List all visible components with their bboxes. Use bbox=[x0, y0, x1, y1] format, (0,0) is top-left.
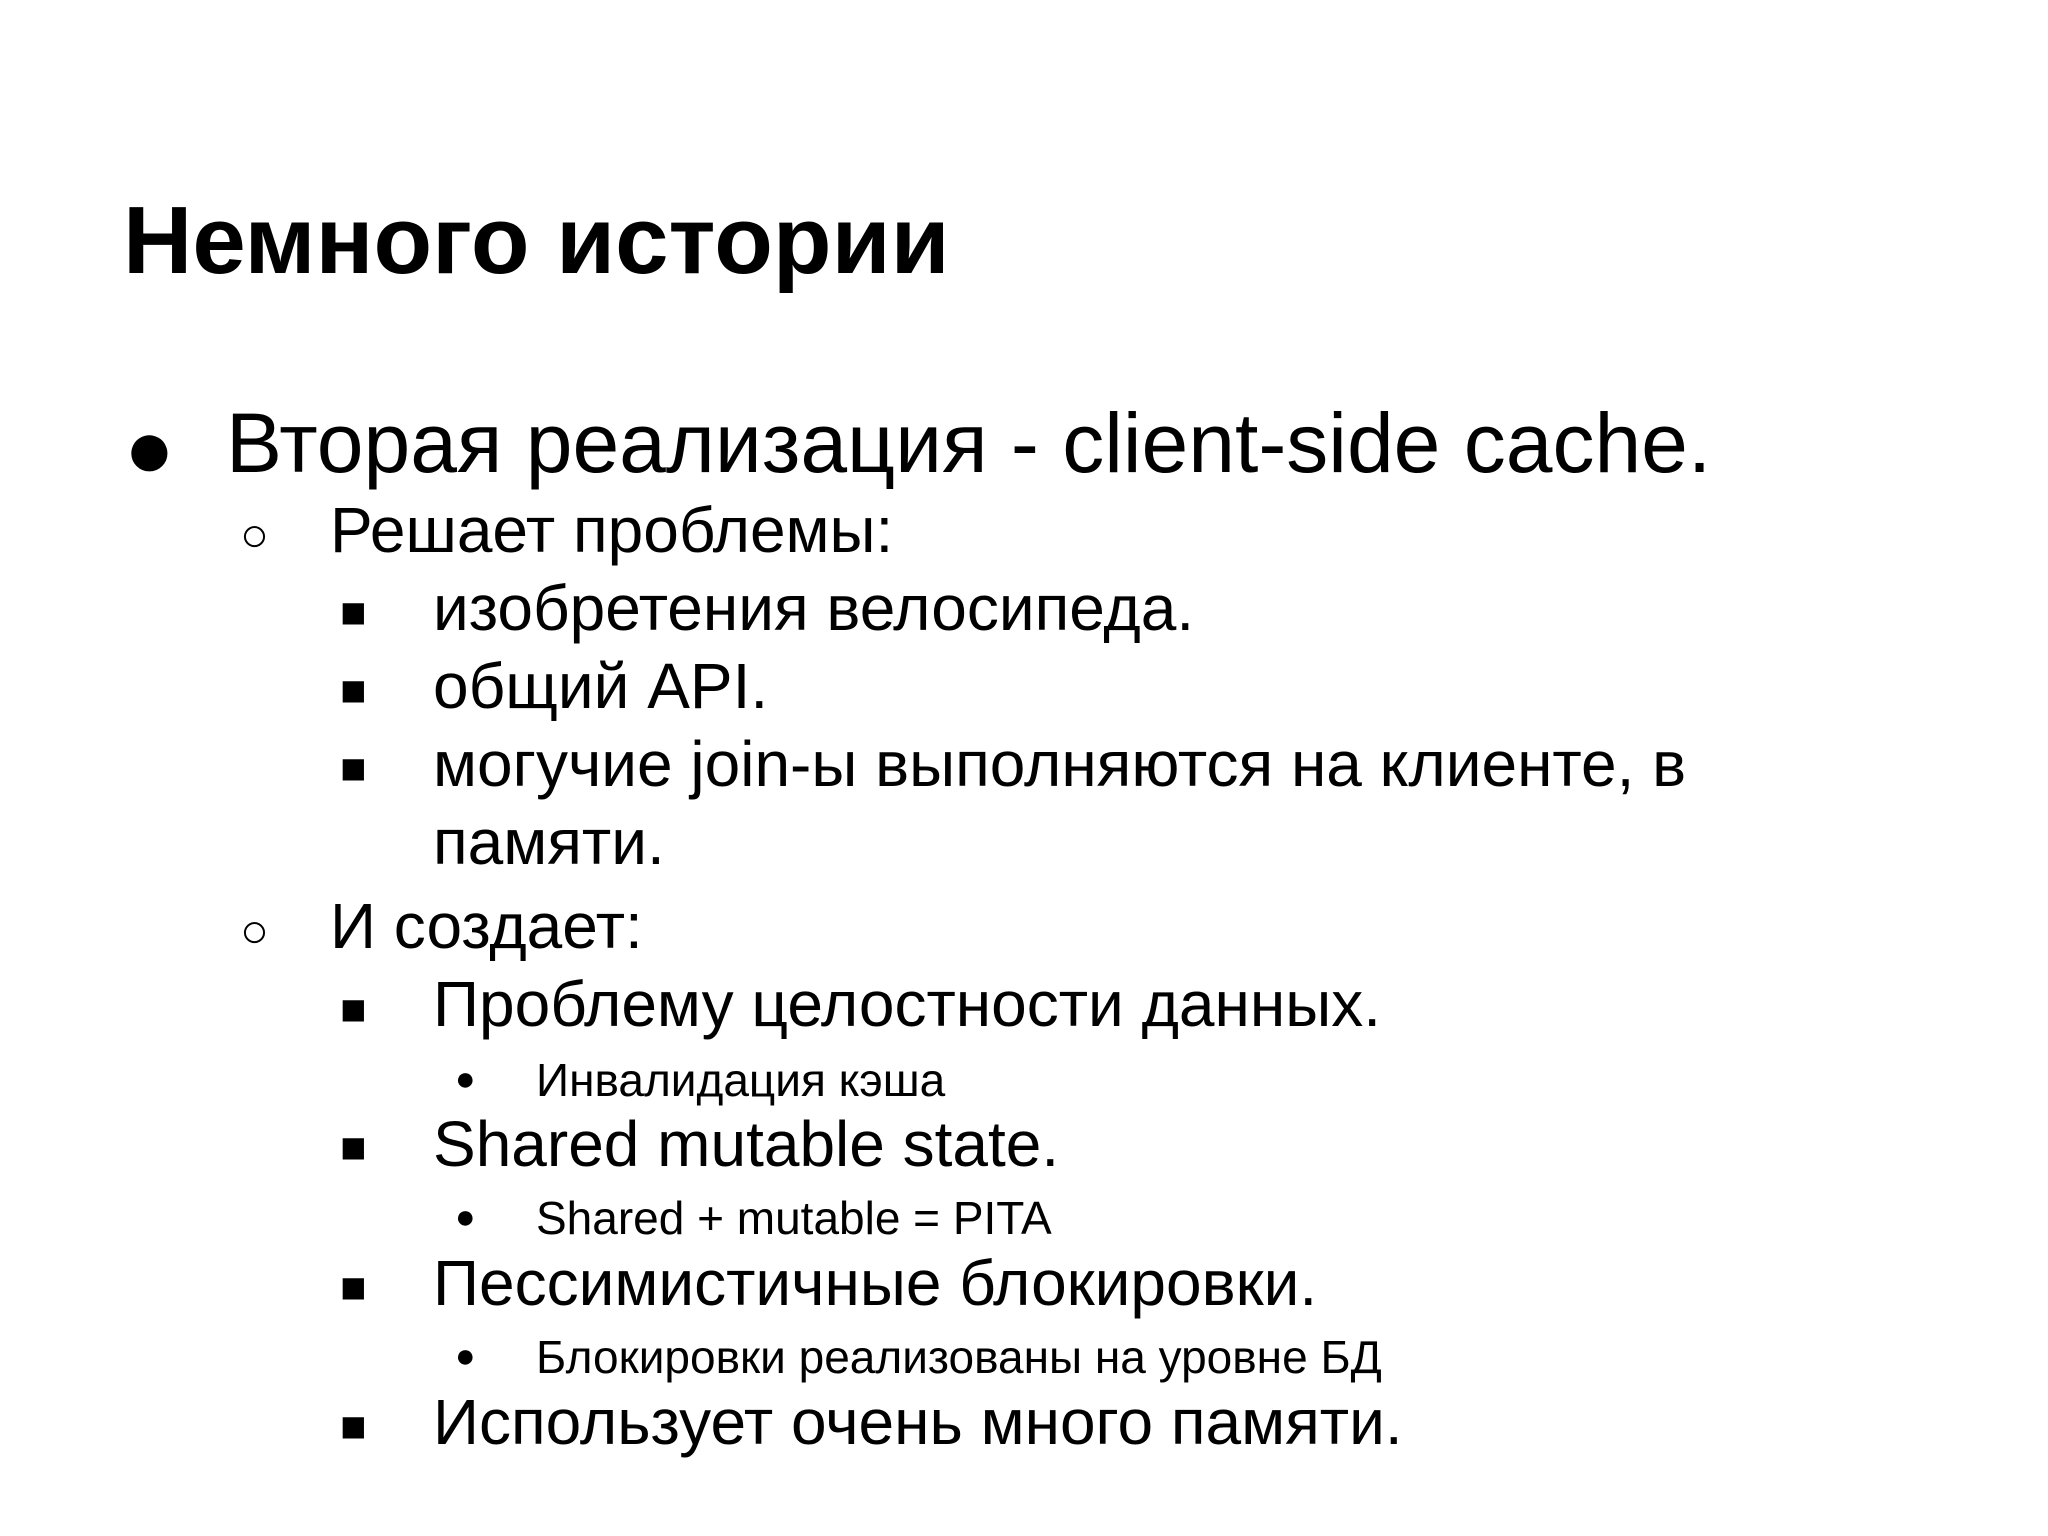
bullet-marker: ■ bbox=[340, 1402, 367, 1451]
bullet-marker: ● bbox=[455, 1337, 476, 1375]
bullet-marker: ● bbox=[124, 401, 175, 495]
bullet-text: Использует очень много памяти. bbox=[433, 1386, 1403, 1458]
bullet-text: Shared mutable state. bbox=[433, 1108, 1060, 1180]
bullet-marker: ● bbox=[455, 1198, 476, 1236]
bullet-marker: ■ bbox=[340, 1263, 367, 1312]
bullet-text: Блокировки реализованы на уровне БД bbox=[536, 1331, 1382, 1383]
bullet-text: Проблему целостности данных. bbox=[433, 968, 1381, 1040]
bullet-text-continuation: памяти. bbox=[433, 806, 665, 878]
bullet-text: И создает: bbox=[330, 890, 643, 962]
bullet-marker: ■ bbox=[340, 744, 367, 793]
bullet-text: общий API. bbox=[433, 650, 769, 722]
bullet-text: Решает проблемы: bbox=[330, 494, 894, 566]
bullet-text: Пессимистичные блокировки. bbox=[433, 1247, 1318, 1319]
bullet-marker: ■ bbox=[340, 1123, 367, 1172]
bullet-marker: ■ bbox=[340, 588, 367, 637]
bullet-marker: ■ bbox=[340, 985, 367, 1034]
bullet-text: Вторая реализация - client-side cache. bbox=[226, 396, 1712, 490]
bullet-text: Инвалидация кэша bbox=[536, 1054, 946, 1106]
bullet-marker: ○ bbox=[240, 509, 269, 562]
bullet-marker: ● bbox=[455, 1060, 476, 1098]
bullet-text: Shared + mutable = PITA bbox=[536, 1192, 1052, 1244]
slide-title: Немного истории bbox=[123, 187, 950, 294]
bullet-text: изобретения велосипеда. bbox=[433, 572, 1195, 644]
bullet-text: могучие join-ы выполняются на клиенте, в bbox=[433, 728, 1687, 800]
bullet-marker: ○ bbox=[240, 905, 269, 958]
bullet-marker: ■ bbox=[340, 666, 367, 715]
